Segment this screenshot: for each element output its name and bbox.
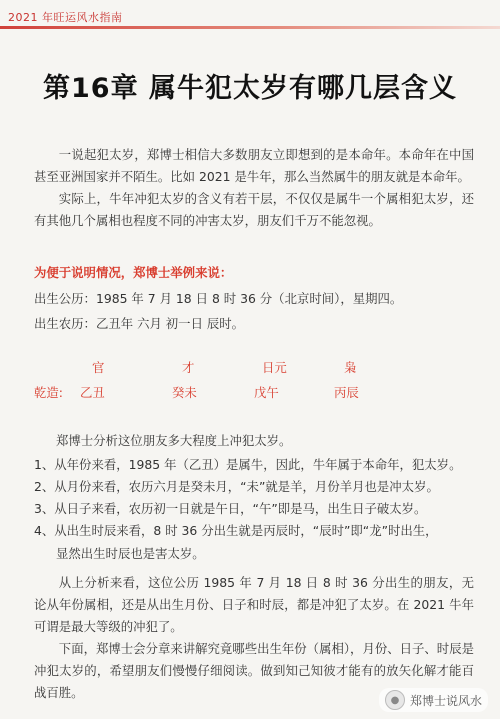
analysis-intro: 郑博士分析这位朋友多大程度上冲犯太岁。 [56,433,292,448]
chapter-title: 第16章 属牛犯太岁有哪几层含义 [43,73,457,104]
analysis-item-2: 2、从月份来看，农历六月是癸未月，“未”就是羊，月份羊月也是冲太岁。 [34,479,439,494]
god-hour: 枭 [344,360,357,375]
example-heading: 为便于说明情况，郑博士举例来说： [34,265,233,280]
header-rule [0,26,500,29]
pillars-row [34,383,474,405]
pillar-day: 戊午 [254,385,279,400]
birth-solar-date: 出生公历：1985 年 7 月 18 日 8 时 36 分（北京时间），星期四。 [34,291,403,306]
pillars-label: 乾造: [34,385,63,400]
watermark-text: 郑博士说风水 [409,693,482,708]
wechat-account-icon: ● [385,690,405,710]
closing-paragraph-1: 从上分析来看，这位公历 1985 年 7 月 18 日 8 时 36 分出生的朋友，无论从年份属相，还是从出生月份、日子和时辰，都是冲犯了太岁。在 2021 牛年可谓是最大等级的冲犯了。 [34,575,474,634]
pillar-year: 乙丑 [80,385,105,400]
god-year: 官 [92,360,105,375]
analysis-item-1: 1、从年份来看，1985 年（乙丑）是属牛，因此，牛年属于本命年，犯太岁。 [34,457,462,472]
analysis-item-4: 4、从出生时辰来看，8 时 36 分出生就是丙辰时，“辰时”即“龙”时出生， [34,523,438,538]
paragraph-intro-1: 一说起犯太岁，郑博士相信大多数朋友立即想到的是本命年。本命年在中国甚至亚洲国家并不陌生。比如 2021 是牛年，那么当然属牛的朋友就是本命年。 [34,147,474,184]
birth-lunar-date: 出生农历：乙丑年 六月 初一日 辰时。 [34,316,245,331]
pillar-hour: 丙辰 [334,385,359,400]
running-header [0,0,500,30]
running-title: 2021 年旺运风水指南 [8,11,123,24]
god-day: 日元 [262,360,287,375]
closing-paragraph-2: 下面，郑博士会分章来讲解究竟哪些出生年份（属相），月份、日子、时辰是冲犯太岁的，希望朋友们慢慢仔细阅读。做到知己知彼才能有的放矢化解才能百战百胜。 [34,641,474,700]
analysis-item-3: 3、从日子来看，农历初一日就是午日，“午”即是马，出生日子破太岁。 [34,501,427,516]
ten-gods-row [34,358,474,380]
watermark [379,688,488,712]
pillar-month: 癸未 [172,385,197,400]
god-month: 才 [182,360,195,375]
analysis-item-4-cont: 显然出生时辰也是害太岁。 [56,546,205,561]
paragraph-intro-2: 实际上，牛年冲犯太岁的含义有若干层，不仅仅是属牛一个属相犯太岁，还有其他几个属相也程度不同的冲害太岁，朋友们千万不能忽视。 [34,191,474,228]
